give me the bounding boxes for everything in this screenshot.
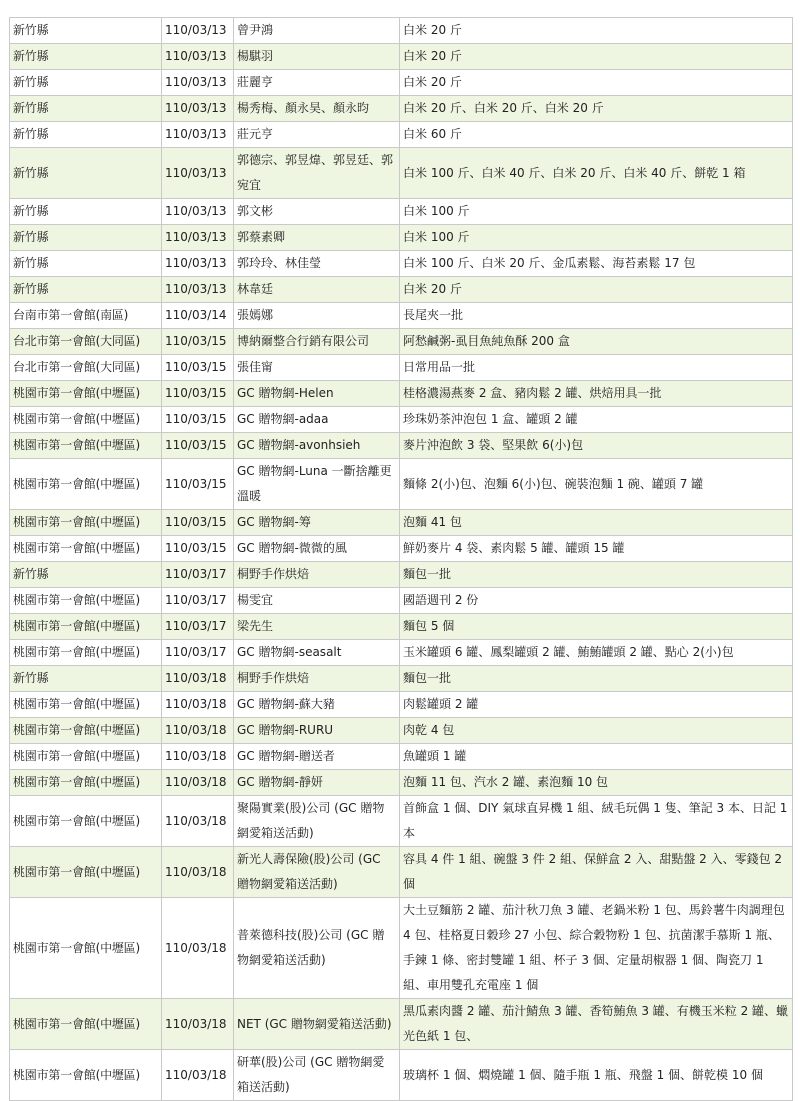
items-cell: 阿愁鹹粥-虱目魚純魚酥 200 盒 (400, 329, 793, 355)
items-cell: 肉乾 4 包 (400, 718, 793, 744)
donor-cell: GC 贈物網-adaa (234, 407, 400, 433)
items-cell: 鮮奶麥片 4 袋、素肉鬆 5 罐、罐頭 15 罐 (400, 536, 793, 562)
location-cell: 台北市第一會館(大同區) (10, 329, 162, 355)
items-cell: 泡麵 11 包、汽水 2 罐、素泡麵 10 包 (400, 770, 793, 796)
table-row (10, 199, 793, 225)
items-cell: 白米 100 斤 (400, 225, 793, 251)
donor-cell: GC 贈物網-靜妍 (234, 770, 400, 796)
location-cell: 桃園市第一會館(中壢區) (10, 744, 162, 770)
items-cell: 白米 20 斤 (400, 70, 793, 96)
date-cell: 110/03/17 (162, 588, 234, 614)
donation-table (9, 17, 793, 1101)
donor-cell: 桐野手作烘焙 (234, 562, 400, 588)
date-cell: 110/03/13 (162, 199, 234, 225)
table-row (10, 277, 793, 303)
location-cell: 桃園市第一會館(中壢區) (10, 407, 162, 433)
date-cell: 110/03/17 (162, 614, 234, 640)
date-cell: 110/03/18 (162, 666, 234, 692)
table-row (10, 18, 793, 44)
date-cell: 110/03/15 (162, 381, 234, 407)
items-cell: 白米 20 斤 (400, 44, 793, 70)
donor-cell: 郭玲玲、林佳瑩 (234, 251, 400, 277)
table-row (10, 329, 793, 355)
donor-cell: GC 贈物網-RURU (234, 718, 400, 744)
items-cell: 白米 100 斤 (400, 199, 793, 225)
location-cell: 桃園市第一會館(中壢區) (10, 718, 162, 744)
date-cell: 110/03/18 (162, 847, 234, 898)
date-cell: 110/03/13 (162, 225, 234, 251)
table-row (10, 122, 793, 148)
donor-cell: 楊騏羽 (234, 44, 400, 70)
table-row (10, 718, 793, 744)
location-cell: 桃園市第一會館(中壢區) (10, 770, 162, 796)
table-row (10, 355, 793, 381)
table-row (10, 847, 793, 898)
date-cell: 110/03/15 (162, 407, 234, 433)
items-cell: 白米 20 斤、白米 20 斤、白米 20 斤 (400, 96, 793, 122)
table-row (10, 898, 793, 999)
location-cell: 新竹縣 (10, 562, 162, 588)
location-cell: 桃園市第一會館(中壢區) (10, 692, 162, 718)
table-row (10, 666, 793, 692)
table-row (10, 510, 793, 536)
donor-cell: 楊秀梅、顏永昊、顏永昀 (234, 96, 400, 122)
donor-cell: 張嫣娜 (234, 303, 400, 329)
donor-cell: NET (GC 贈物網愛箱送活動) (234, 999, 400, 1050)
table-row (10, 148, 793, 199)
table-row (10, 640, 793, 666)
date-cell: 110/03/13 (162, 96, 234, 122)
donor-cell: GC 贈物網-蘇大豬 (234, 692, 400, 718)
date-cell: 110/03/13 (162, 148, 234, 199)
date-cell: 110/03/18 (162, 744, 234, 770)
donor-cell: 曾尹鴻 (234, 18, 400, 44)
location-cell: 桃園市第一會館(中壢區) (10, 796, 162, 847)
donor-cell: 郭德宗、郭昱煒、郭昱廷、郭宛宜 (234, 148, 400, 199)
table-row (10, 225, 793, 251)
location-cell: 桃園市第一會館(中壢區) (10, 847, 162, 898)
items-cell: 麵條 2(小)包、泡麵 6(小)包、碗裝泡麵 1 碗、罐頭 7 罐 (400, 459, 793, 510)
location-cell: 新竹縣 (10, 148, 162, 199)
location-cell: 新竹縣 (10, 199, 162, 225)
items-cell: 容具 4 件 1 組、碗盤 3 件 2 組、保鮮盒 2 入、甜點盤 2 入、零錢包 2 個 (400, 847, 793, 898)
items-cell: 玉米罐頭 6 罐、鳳梨罐頭 2 罐、鮪鮪罐頭 2 罐、點心 2(小)包 (400, 640, 793, 666)
donor-cell: 楊雯宜 (234, 588, 400, 614)
table-row (10, 381, 793, 407)
table-row (10, 588, 793, 614)
date-cell: 110/03/15 (162, 459, 234, 510)
table-row (10, 44, 793, 70)
date-cell: 110/03/15 (162, 536, 234, 562)
location-cell: 桃園市第一會館(中壢區) (10, 999, 162, 1050)
items-cell: 肉鬆罐頭 2 罐 (400, 692, 793, 718)
date-cell: 110/03/13 (162, 251, 234, 277)
date-cell: 110/03/14 (162, 303, 234, 329)
items-cell: 白米 60 斤 (400, 122, 793, 148)
table-row (10, 562, 793, 588)
location-cell: 新竹縣 (10, 225, 162, 251)
items-cell: 麵包一批 (400, 666, 793, 692)
items-cell: 首飾盒 1 個、DIY 氣球直昇機 1 組、絨毛玩偶 1 隻、筆記 3 本、日記 1 本 (400, 796, 793, 847)
table-row (10, 251, 793, 277)
items-cell: 珍珠奶茶沖泡包 1 盒、罐頭 2 罐 (400, 407, 793, 433)
date-cell: 110/03/13 (162, 70, 234, 96)
date-cell: 110/03/18 (162, 999, 234, 1050)
location-cell: 桃園市第一會館(中壢區) (10, 640, 162, 666)
donor-cell: GC 贈物網-seasalt (234, 640, 400, 666)
items-cell: 長尾夾一批 (400, 303, 793, 329)
items-cell: 泡麵 41 包 (400, 510, 793, 536)
location-cell: 新竹縣 (10, 122, 162, 148)
donor-cell: GC 贈物網-贈送者 (234, 744, 400, 770)
table-row (10, 692, 793, 718)
items-cell: 大土豆麵筋 2 罐、茄汁秋刀魚 3 罐、老鍋米粉 1 包、馬鈴薯牛肉調理包 4 包、桂格夏日穀珍 27 小包、綜合穀物粉 1 包、抗菌潔手慕斯 1 瓶、手鍊 1 條、密封雙罐 1 組、杯子 3 個、定量胡椒器 1 個、陶瓷刀 1 組、車用雙孔充電座 1 個 (400, 898, 793, 999)
items-cell: 玻璃杯 1 個、燜燒罐 1 個、隨手瓶 1 瓶、飛盤 1 個、餅乾模 10 個 (400, 1050, 793, 1101)
donor-cell: 新光人壽保險(股)公司 (GC 贈物網愛箱送活動) (234, 847, 400, 898)
date-cell: 110/03/18 (162, 692, 234, 718)
donor-cell: 莊麗亨 (234, 70, 400, 96)
date-cell: 110/03/13 (162, 18, 234, 44)
items-cell: 黑瓜素肉醬 2 罐、茄汁鯖魚 3 罐、香筍鮪魚 3 罐、有機玉米粒 2 罐、蠟光色紙 1 包、 (400, 999, 793, 1050)
donor-cell: 林韋廷 (234, 277, 400, 303)
donor-cell: 張佳甯 (234, 355, 400, 381)
date-cell: 110/03/15 (162, 433, 234, 459)
items-cell: 桂格濃湯燕麥 2 盒、豬肉鬆 2 罐、烘焙用具一批 (400, 381, 793, 407)
donor-cell: 梁先生 (234, 614, 400, 640)
donor-cell: GC 贈物網-avonhsieh (234, 433, 400, 459)
table-row (10, 770, 793, 796)
location-cell: 新竹縣 (10, 277, 162, 303)
items-cell: 白米 20 斤 (400, 18, 793, 44)
donation-table-body (10, 18, 793, 1101)
date-cell: 110/03/18 (162, 718, 234, 744)
table-row (10, 796, 793, 847)
date-cell: 110/03/13 (162, 122, 234, 148)
donor-cell: 研華(股)公司 (GC 贈物網愛箱送活動) (234, 1050, 400, 1101)
items-cell: 白米 20 斤 (400, 277, 793, 303)
table-row (10, 70, 793, 96)
date-cell: 110/03/15 (162, 329, 234, 355)
date-cell: 110/03/18 (162, 898, 234, 999)
table-row (10, 96, 793, 122)
table-row (10, 999, 793, 1050)
donor-cell: 郭文彬 (234, 199, 400, 225)
location-cell: 台北市第一會館(大同區) (10, 355, 162, 381)
date-cell: 110/03/13 (162, 277, 234, 303)
location-cell: 新竹縣 (10, 96, 162, 122)
table-row (10, 459, 793, 510)
location-cell: 桃園市第一會館(中壢區) (10, 381, 162, 407)
date-cell: 110/03/18 (162, 796, 234, 847)
items-cell: 麥片沖泡飲 3 袋、堅果飲 6(小)包 (400, 433, 793, 459)
location-cell: 新竹縣 (10, 251, 162, 277)
items-cell: 魚罐頭 1 罐 (400, 744, 793, 770)
date-cell: 110/03/15 (162, 355, 234, 381)
location-cell: 新竹縣 (10, 44, 162, 70)
donation-table-container (9, 17, 793, 1101)
location-cell: 桃園市第一會館(中壢區) (10, 588, 162, 614)
donor-cell: 普萊德科技(股)公司 (GC 贈物網愛箱送活動) (234, 898, 400, 999)
date-cell: 110/03/15 (162, 510, 234, 536)
location-cell: 桃園市第一會館(中壢區) (10, 1050, 162, 1101)
donor-cell: 聚陽實業(股)公司 (GC 贈物網愛箱送活動) (234, 796, 400, 847)
location-cell: 桃園市第一會館(中壢區) (10, 459, 162, 510)
table-row (10, 433, 793, 459)
date-cell: 110/03/18 (162, 1050, 234, 1101)
date-cell: 110/03/17 (162, 562, 234, 588)
donor-cell: GC 贈物網-筹 (234, 510, 400, 536)
location-cell: 新竹縣 (10, 666, 162, 692)
items-cell: 日常用品一批 (400, 355, 793, 381)
location-cell: 新竹縣 (10, 70, 162, 96)
donor-cell: 博納爾整合行銷有限公司 (234, 329, 400, 355)
table-row (10, 407, 793, 433)
location-cell: 桃園市第一會館(中壢區) (10, 898, 162, 999)
location-cell: 台南市第一會館(南區) (10, 303, 162, 329)
location-cell: 桃園市第一會館(中壢區) (10, 536, 162, 562)
items-cell: 麵包一批 (400, 562, 793, 588)
table-row (10, 536, 793, 562)
table-row (10, 744, 793, 770)
donor-cell: 郭蔡素卿 (234, 225, 400, 251)
date-cell: 110/03/18 (162, 770, 234, 796)
location-cell: 桃園市第一會館(中壢區) (10, 614, 162, 640)
table-row (10, 303, 793, 329)
date-cell: 110/03/17 (162, 640, 234, 666)
donor-cell: GC 贈物網-微微的風 (234, 536, 400, 562)
table-row (10, 614, 793, 640)
donor-cell: GC 贈物網-Helen (234, 381, 400, 407)
location-cell: 桃園市第一會館(中壢區) (10, 433, 162, 459)
donor-cell: 莊元亨 (234, 122, 400, 148)
items-cell: 白米 100 斤、白米 40 斤、白米 20 斤、白米 40 斤、餅乾 1 箱 (400, 148, 793, 199)
table-row (10, 1050, 793, 1101)
location-cell: 新竹縣 (10, 18, 162, 44)
donor-cell: GC 贈物網-Luna 一斷捨離更溫暖 (234, 459, 400, 510)
date-cell: 110/03/13 (162, 44, 234, 70)
location-cell: 桃園市第一會館(中壢區) (10, 510, 162, 536)
donor-cell: 桐野手作烘焙 (234, 666, 400, 692)
items-cell: 國語週刊 2 份 (400, 588, 793, 614)
items-cell: 麵包 5 個 (400, 614, 793, 640)
items-cell: 白米 100 斤、白米 20 斤、金瓜素鬆、海苔素鬆 17 包 (400, 251, 793, 277)
